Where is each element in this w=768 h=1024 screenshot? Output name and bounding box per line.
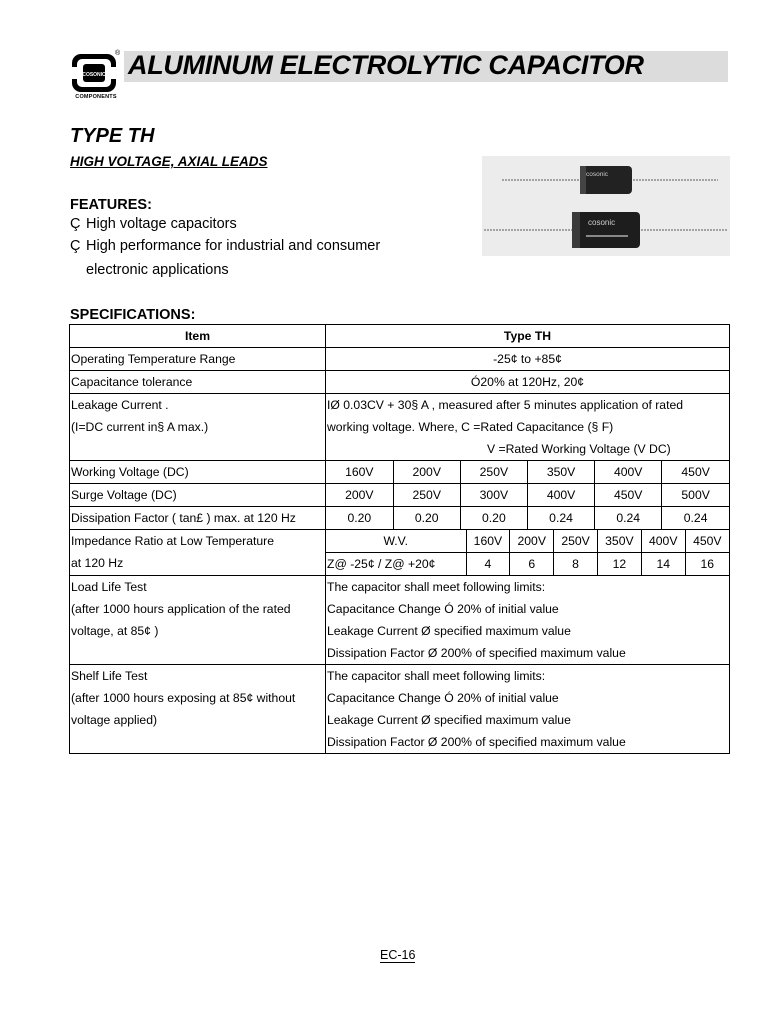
row-label: Working Voltage (DC): [70, 461, 326, 484]
bullet-icon: Ç: [70, 216, 81, 232]
row-label: Capacitance tolerance: [70, 371, 326, 394]
logo-text: COSONIC: [82, 72, 106, 78]
row-label: Dissipation Factor ( tan£ ) max. at 120 Hz: [70, 507, 326, 530]
z-label: Z@ -25¢ / Z@ +20¢: [327, 557, 436, 571]
row-values: W.V. 160V 200V 250V 350V 400V 450V Z@ -25¢ / Z@ +20¢ 4 6 8 12 14 16: [326, 530, 730, 576]
specifications-table: [69, 324, 730, 754]
row-label: Operating Temperature Range: [70, 348, 326, 371]
row-value: The capacitor shall meet following limits: Capacitance Change Ó 20% of initial value Leakage Current Ø specified maximum value Dissipation Factor Ø 200% of specified maximum value: [326, 665, 730, 754]
row-value: Ó20% at 120Hz, 20¢: [326, 371, 730, 394]
photo-label-bottom: cosonic: [588, 218, 616, 227]
features-heading: FEATURES:: [70, 197, 152, 213]
product-subtitle: HIGH VOLTAGE, AXIAL LEADS: [70, 154, 268, 169]
row-label: Shelf Life Test (after 1000 hours exposing at 85¢ without voltage applied): [70, 665, 326, 754]
table-row: [70, 394, 730, 461]
row-value: -25¢ to +85¢: [326, 348, 730, 371]
table-row: [70, 371, 730, 394]
feature-item: Ç High voltage capacitors: [70, 216, 237, 232]
company-logo: [70, 52, 122, 104]
row-value: IØ 0.03CV + 30§ A , measured after 5 minutes application of rated working voltage. Where, C =Rated Capacitance (§ F) V =Rated Working Voltage (V DC): [326, 394, 730, 461]
table-row: [70, 530, 730, 576]
wv-label: W.V.: [383, 534, 409, 548]
table-row: [70, 461, 730, 484]
bullet-icon: Ç: [70, 238, 81, 254]
type-title: TYPE TH: [70, 125, 155, 147]
row-values: 200V 250V 300V 400V 450V 500V: [326, 484, 730, 507]
row-label: Leakage Current . (I=DC current in§ A max.): [70, 394, 326, 461]
row-label: Load Life Test (after 1000 hours application of the rated voltage, at 85¢ ): [70, 576, 326, 665]
row-label: Impedance Ratio at Low Temperature at 120 Hz: [70, 530, 326, 576]
table-row: [70, 484, 730, 507]
header-item: Item: [70, 325, 326, 348]
row-values: 160V 200V 250V 350V 400V 450V: [326, 461, 730, 484]
header-type: Type TH: [326, 325, 730, 348]
feature-item-continued: electronic applications: [86, 262, 229, 278]
table-header-row: [70, 325, 730, 348]
product-photo: [482, 156, 730, 256]
page-code: EC-16: [380, 948, 416, 962]
logo-mark-icon: [70, 52, 122, 94]
specifications-heading: SPECIFICATIONS:: [70, 307, 196, 323]
row-value: The capacitor shall meet following limits: Capacitance Change Ó 20% of initial value Leakage Current Ø specified maximum value Dissipation Factor Ø 200% of specified maximum value: [326, 576, 730, 665]
row-label: Surge Voltage (DC): [70, 484, 326, 507]
logo-subtext: COMPONENTS: [75, 94, 117, 100]
photo-label-top: cosonic: [586, 171, 609, 178]
table-row: [70, 348, 730, 371]
page-title: ALUMINUM ELECTROLYTIC CAPACITOR: [128, 50, 644, 80]
registered-mark: ®: [115, 50, 121, 57]
row-values: 0.20 0.20 0.20 0.24 0.24 0.24: [326, 507, 730, 530]
feature-item: Ç High performance for industrial and consumer: [70, 238, 381, 254]
table-row: [70, 665, 730, 754]
table-row: [70, 507, 730, 530]
table-row: [70, 576, 730, 665]
